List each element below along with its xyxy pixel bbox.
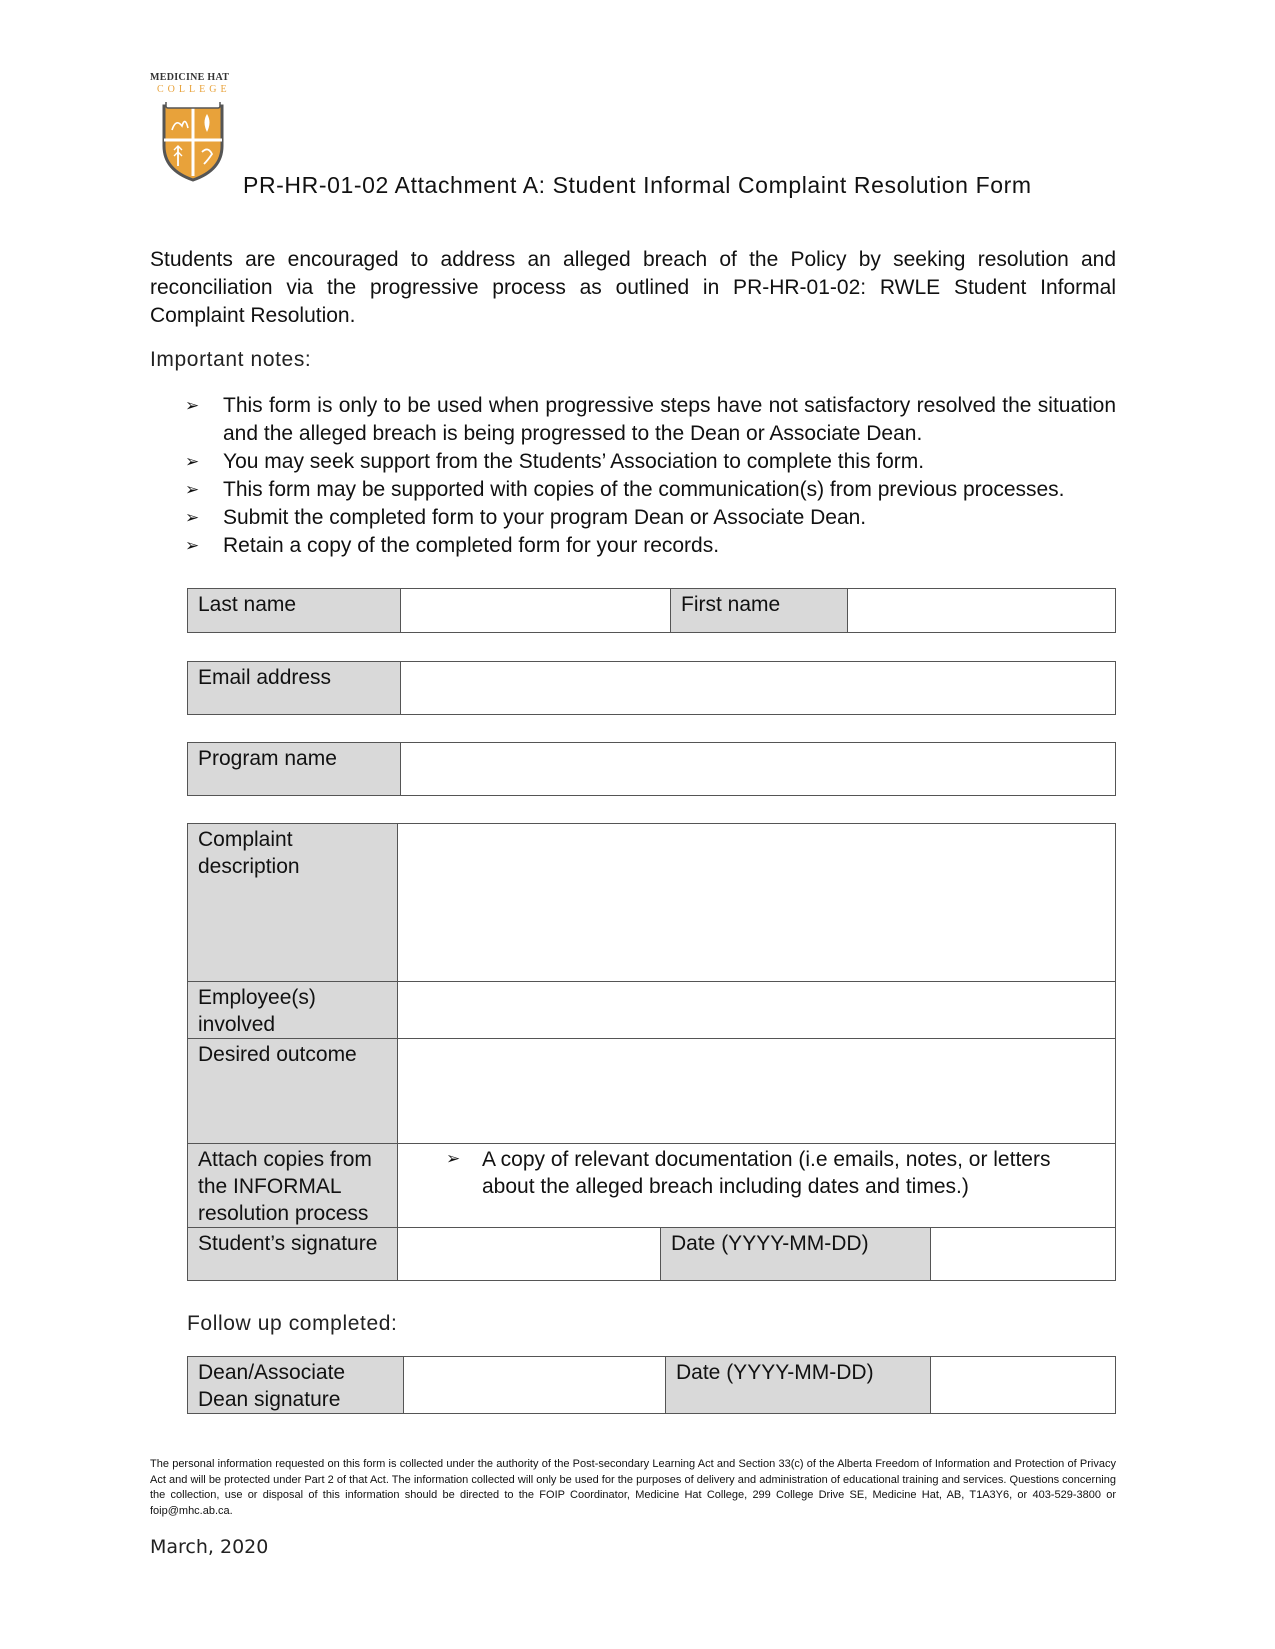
logo-text-line2: COLLEGE — [157, 84, 231, 95]
note-text: Submit the completed form to your program Dean or Associate Dean. — [223, 506, 867, 529]
signature-label: Student’s signature — [188, 1228, 398, 1281]
signature-field[interactable] — [400, 1230, 658, 1232]
attach-note — [446, 1146, 1105, 1200]
dean-signature-label: Dean/Associate Dean signature — [188, 1357, 404, 1414]
date-field[interactable] — [933, 1230, 1113, 1232]
notes-list — [185, 392, 1116, 560]
page-title: PR-HR-01-02 Attachment A: Student Informal Complaint Resolution Form — [243, 172, 1032, 198]
arrow-bullet-icon: ➢ — [185, 536, 200, 556]
name-table — [187, 588, 1116, 633]
intro-paragraph: Students are encouraged to address an alleged breach of the Policy by seeking resolution and reconciliation via the progressive process as outlined in PR-HR-01-02: RWLE Student Informal Complaint Resolution. — [150, 248, 1116, 327]
program-field[interactable] — [403, 745, 1113, 747]
email-field[interactable] — [403, 664, 1113, 666]
attach-note-text: A copy of relevant documentation (i.e emails, notes, or letters about the alleged breach including dates and times.) — [482, 1148, 1051, 1198]
note-text: Retain a copy of the completed form for your records. — [223, 534, 720, 557]
first-name-label: First name — [671, 589, 848, 633]
arrow-bullet-icon: ➢ — [185, 480, 200, 500]
notes-heading: Important notes: — [150, 348, 312, 371]
program-table — [187, 742, 1116, 796]
complaint-label: Complaint description — [188, 824, 398, 982]
complaint-field[interactable] — [400, 826, 1113, 828]
followup-date-label: Date (YYYY-MM-DD) — [666, 1357, 931, 1414]
last-name-field[interactable] — [403, 591, 668, 593]
employees-field[interactable] — [400, 984, 1113, 986]
list-item — [185, 476, 1116, 504]
list-item — [185, 448, 1116, 476]
outcome-label: Desired outcome — [188, 1039, 398, 1144]
note-text: You may seek support from the Students’ Association to complete this form. — [223, 450, 925, 473]
followup-date-field[interactable] — [933, 1359, 1113, 1361]
list-item — [185, 532, 1116, 560]
list-item — [185, 504, 1116, 532]
last-name-label: Last name — [188, 589, 401, 633]
employees-label: Employee(s) involved — [188, 982, 398, 1039]
college-logo — [150, 72, 250, 182]
arrow-bullet-icon: ➢ — [185, 508, 200, 528]
note-text: This form may be supported with copies of the communication(s) from previous processes. — [223, 478, 1065, 501]
logo-text-line1: MEDICINE HAT — [150, 72, 230, 83]
dean-signature-field[interactable] — [406, 1359, 663, 1361]
note-text: This form is only to be used when progressive steps have not satisfactory resolved the situation and the alleged breach is being progressed to the Dean or Associate Dean. — [223, 394, 1116, 445]
list-item — [185, 392, 1116, 448]
arrow-bullet-icon: ➢ — [185, 396, 200, 416]
privacy-notice: The personal information requested on this form is collected under the authority of the Post-secondary Learning Act and Section 33(c) of the Alberta Freedom of Information and Protection of Privacy Act and will be protected under Part 2 of that Act. The information collected will only be used for the purposes of delivery and administration of educational training and services. Questions concerning the collection, use or disposal of this information should be directed to the FOIP Coordinator, Medicine Hat College, 299 College Drive SE, Medicine Hat, AB, T1A3Y6, or 403-529-3800 or foip@mhc.ab.ca. — [150, 1458, 1116, 1517]
first-name-field[interactable] — [850, 591, 1113, 593]
complaint-table — [187, 823, 1116, 1281]
followup-heading: Follow up completed: — [187, 1312, 398, 1335]
followup-table — [187, 1356, 1116, 1414]
college-shield-icon — [160, 102, 226, 182]
email-table — [187, 661, 1116, 715]
program-label: Program name — [188, 743, 401, 796]
arrow-bullet-icon: ➢ — [185, 452, 200, 472]
email-label: Email address — [188, 662, 401, 715]
attach-label: Attach copies from the INFORMAL resolution process — [188, 1144, 398, 1228]
date-label: Date (YYYY-MM-DD) — [661, 1228, 931, 1281]
arrow-bullet-icon: ➢ — [446, 1149, 461, 1169]
outcome-field[interactable] — [400, 1041, 1113, 1043]
document-date: March, 2020 — [150, 1536, 269, 1558]
